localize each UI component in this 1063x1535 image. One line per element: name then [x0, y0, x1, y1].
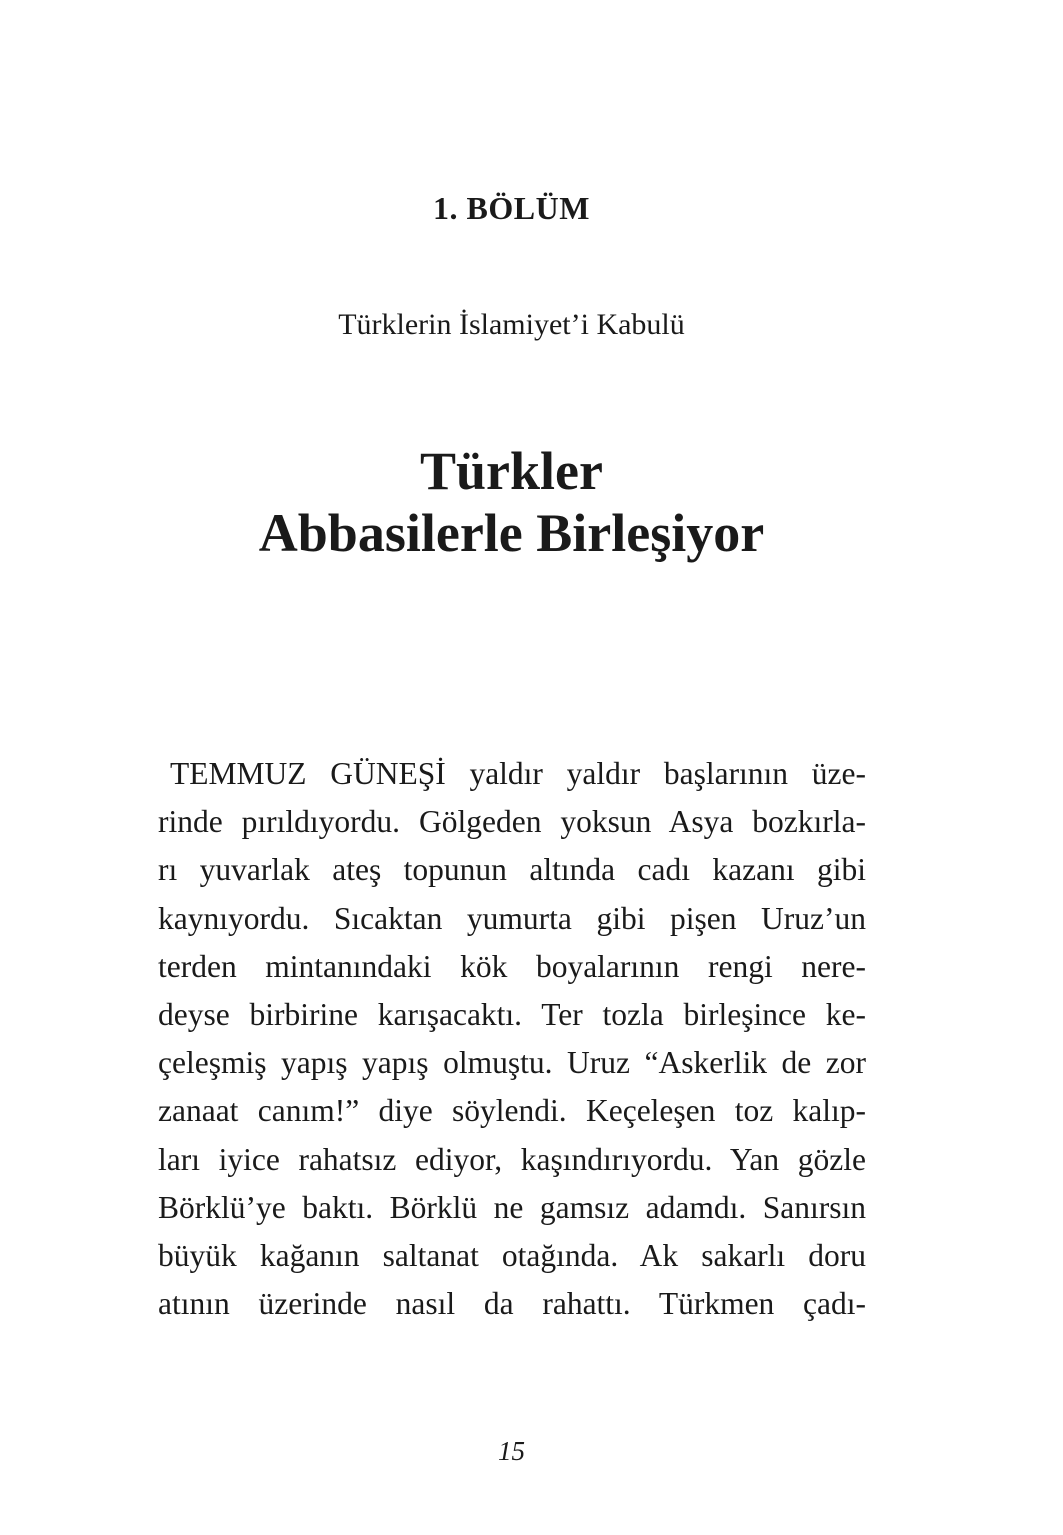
body-line: büyük kağanın saltanat otağında. Ak sakarlı doru — [158, 1237, 866, 1273]
chapter-title-line: Türkler — [420, 441, 603, 501]
page-number: 15 — [498, 1436, 525, 1466]
body-line: terden mintanındaki kök boyalarının rengi nere- — [158, 948, 866, 984]
body-line: çeleşmiş yapış yapış olmuştu. Uruz “Askerlik de zor — [158, 1045, 866, 1081]
body-text — [158, 750, 866, 1328]
chapter-subtitle: Türklerin İslamiyet’i Kabulü — [338, 308, 685, 341]
body-line: rı yuvarlak ateş topunun altında cadı kazanı gibi — [158, 852, 866, 888]
body-line: deyse birbirine karışacaktı. Ter tozla birleşince ke- — [158, 996, 866, 1032]
body-line: atının üzerinde nasıl da rahattı. Türkmen çadı- — [158, 1286, 866, 1322]
body-line: TEMMUZ GÜNEŞİ yaldır yaldır başlarının üze- — [170, 756, 866, 791]
body-line: ları iyice rahatsız ediyor, kaşındırıyordu. Yan gözle — [158, 1141, 866, 1177]
chapter-title — [0, 440, 1023, 564]
body-line: kaynıyordu. Sıcaktan yumurta gibi pişen Uruz’un — [158, 900, 866, 936]
chapter-title-line: Abbasilerle Birleşiyor — [258, 503, 765, 563]
body-line: zanaat canım!” diye söylendi. Keçeleşen toz kalıp- — [158, 1093, 866, 1129]
body-line: rinde pırıldıyordu. Gölgeden yoksun Asya bozkırla- — [158, 804, 866, 840]
chapter-label: 1. BÖLÜM — [433, 190, 590, 226]
body-line: Börklü’ye baktı. Börklü ne gamsız adamdı. Sanırsın — [158, 1189, 866, 1225]
